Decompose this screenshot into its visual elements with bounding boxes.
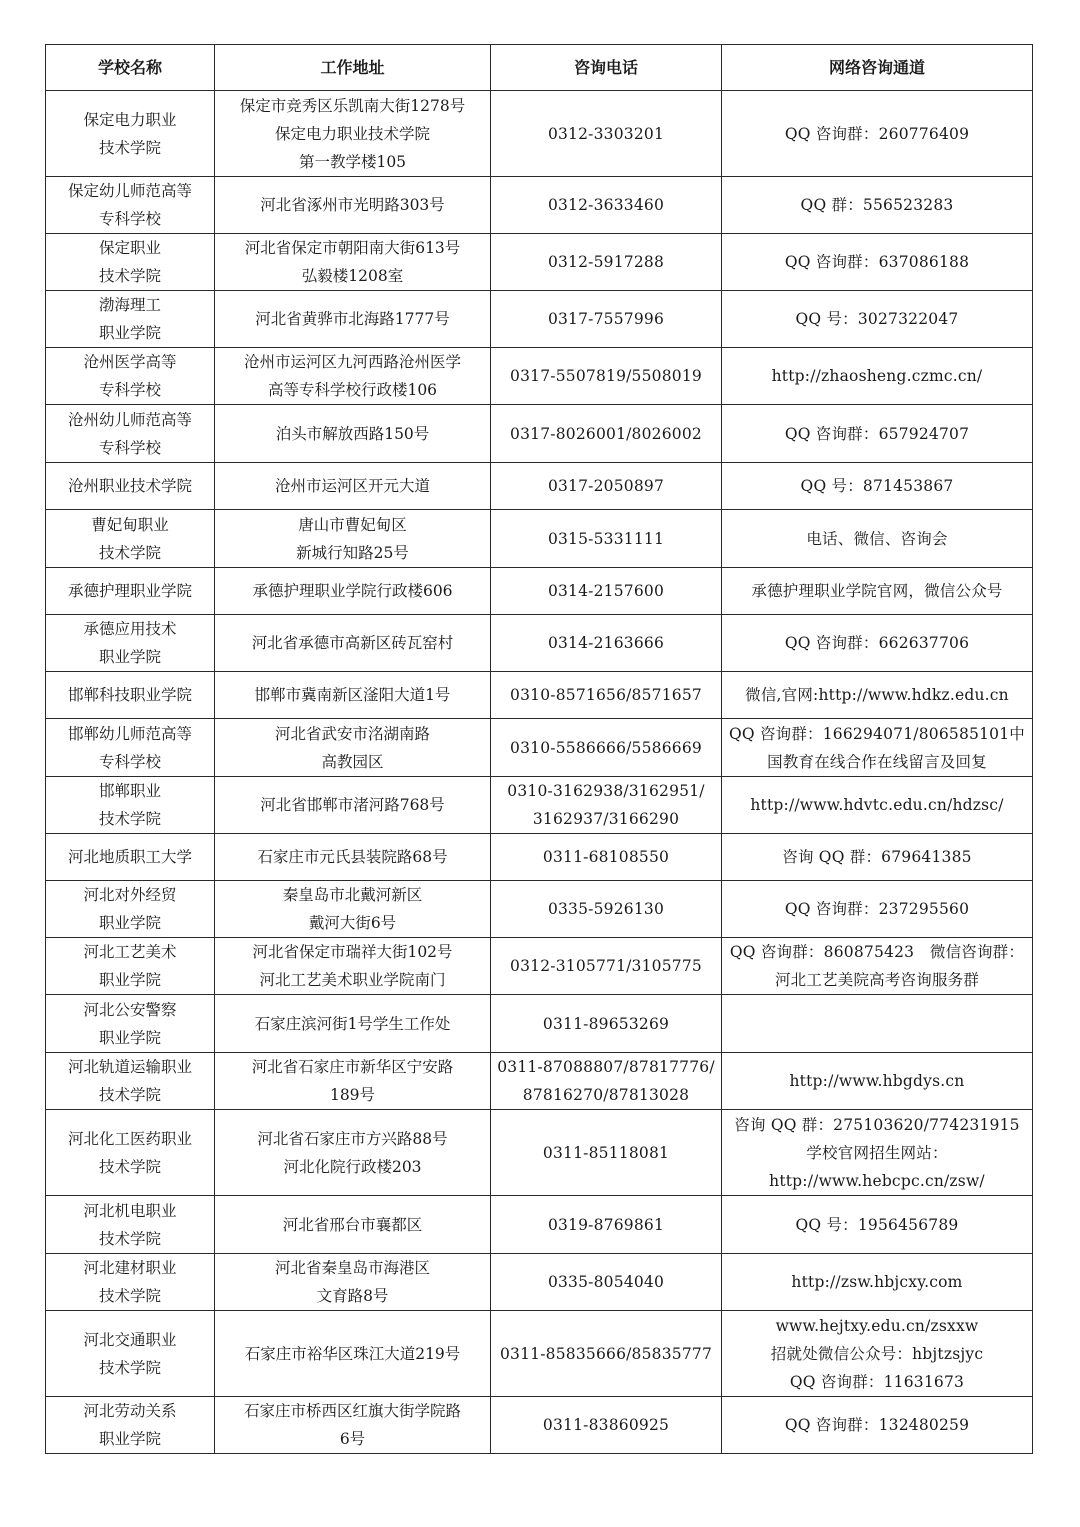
- cell-school-name: 保定幼儿师范高等 专科学校: [46, 177, 215, 234]
- cell-school-name: 河北对外经贸 职业学院: [46, 881, 215, 938]
- cell-address: 石家庄市桥西区红旗大街学院路 6号: [215, 1397, 491, 1454]
- cell-phone: 0311-89653269: [491, 995, 722, 1053]
- cell-phone: 0311-85118081: [491, 1110, 722, 1196]
- table-row: [46, 1254, 1033, 1311]
- cell-school-name: 河北工艺美术 职业学院: [46, 938, 215, 995]
- table-row: [46, 1110, 1033, 1196]
- header-work-address: 工作地址: [215, 45, 491, 91]
- cell-school-name: 河北劳动关系 职业学院: [46, 1397, 215, 1454]
- cell-address: 河北省秦皇岛市海港区 文育路8号: [215, 1254, 491, 1311]
- table-row: [46, 91, 1033, 177]
- cell-school-name: 河北化工医药职业 技术学院: [46, 1110, 215, 1196]
- cell-online-channel: QQ 号：3027322047: [722, 291, 1033, 348]
- table-row: [46, 1311, 1033, 1397]
- cell-address: 河北省邯郸市渚河路768号: [215, 777, 491, 834]
- table-row: [46, 995, 1033, 1053]
- table-row: [46, 834, 1033, 881]
- cell-online-channel: QQ 咨询群：237295560: [722, 881, 1033, 938]
- cell-phone: 0317-7557996: [491, 291, 722, 348]
- cell-address: 河北省石家庄市方兴路88号 河北化院行政楼203: [215, 1110, 491, 1196]
- cell-online-channel: QQ 号：1956456789: [722, 1196, 1033, 1254]
- cell-online-channel: QQ 群：556523283: [722, 177, 1033, 234]
- cell-address: 石家庄滨河街1号学生工作处: [215, 995, 491, 1053]
- cell-phone: 0310-3162938/3162951/ 3162937/3166290: [491, 777, 722, 834]
- table-row: [46, 348, 1033, 405]
- document-page: [45, 44, 1033, 1454]
- cell-phone: 0312-5917288: [491, 234, 722, 291]
- cell-school-name: 河北建材职业 技术学院: [46, 1254, 215, 1311]
- cell-online-channel: 微信,官网:http://www.hdkz.edu.cn: [722, 672, 1033, 719]
- table-row: [46, 177, 1033, 234]
- cell-address: 河北省涿州市光明路303号: [215, 177, 491, 234]
- cell-address: 唐山市曹妃甸区 新城行知路25号: [215, 510, 491, 568]
- cell-phone: 0335-5926130: [491, 881, 722, 938]
- cell-online-channel: [722, 995, 1033, 1053]
- cell-online-channel: QQ 咨询群：637086188: [722, 234, 1033, 291]
- table-row: [46, 777, 1033, 834]
- cell-online-channel: QQ 咨询群：860875423 微信咨询群： 河北工艺美院高考咨询服务群: [722, 938, 1033, 995]
- cell-phone: 0311-85835666/85835777: [491, 1311, 722, 1397]
- cell-online-channel: QQ 咨询群：657924707: [722, 405, 1033, 463]
- cell-address: 石家庄市元氏县装院路68号: [215, 834, 491, 881]
- cell-address: 沧州市运河区开元大道: [215, 463, 491, 510]
- header-school-name: 学校名称: [46, 45, 215, 91]
- school-contact-table: [45, 44, 1033, 1454]
- cell-address: 泊头市解放西路150号: [215, 405, 491, 463]
- cell-school-name: 河北公安警察 职业学院: [46, 995, 215, 1053]
- cell-school-name: 河北机电职业 技术学院: [46, 1196, 215, 1254]
- cell-phone: 0311-87088807/87817776/ 87816270/87813028: [491, 1053, 722, 1110]
- table-row: [46, 881, 1033, 938]
- cell-phone: 0315-5331111: [491, 510, 722, 568]
- cell-school-name: 河北轨道运输职业 技术学院: [46, 1053, 215, 1110]
- cell-school-name: 邯郸职业 技术学院: [46, 777, 215, 834]
- table-header-row: [46, 45, 1033, 91]
- cell-address: 河北省保定市朝阳南大街613号 弘毅楼1208室: [215, 234, 491, 291]
- table-row: [46, 463, 1033, 510]
- table-row: [46, 1397, 1033, 1454]
- table-row: [46, 1053, 1033, 1110]
- cell-online-channel: QQ 咨询群：260776409: [722, 91, 1033, 177]
- cell-phone: 0314-2163666: [491, 615, 722, 672]
- cell-address: 河北省石家庄市新华区宁安路 189号: [215, 1053, 491, 1110]
- cell-address: 邯郸市冀南新区滏阳大道1号: [215, 672, 491, 719]
- table-row: [46, 291, 1033, 348]
- cell-school-name: 保定电力职业 技术学院: [46, 91, 215, 177]
- cell-online-channel: QQ 咨询群：166294071/806585101中 国教育在线合作在线留言及回复: [722, 719, 1033, 777]
- cell-online-channel: http://zhaosheng.czmc.cn/: [722, 348, 1033, 405]
- cell-school-name: 沧州医学高等 专科学校: [46, 348, 215, 405]
- cell-address: 秦皇岛市北戴河新区 戴河大街6号: [215, 881, 491, 938]
- cell-phone: 0312-3303201: [491, 91, 722, 177]
- cell-phone: 0311-68108550: [491, 834, 722, 881]
- cell-address: 河北省黄骅市北海路1777号: [215, 291, 491, 348]
- cell-school-name: 沧州职业技术学院: [46, 463, 215, 510]
- cell-school-name: 邯郸科技职业学院: [46, 672, 215, 719]
- cell-address: 河北省武安市洺湖南路 高教园区: [215, 719, 491, 777]
- cell-phone: 0317-2050897: [491, 463, 722, 510]
- cell-online-channel: 电话、微信、咨询会: [722, 510, 1033, 568]
- cell-address: 河北省保定市瑞祥大街102号 河北工艺美术职业学院南门: [215, 938, 491, 995]
- table-row: [46, 405, 1033, 463]
- cell-school-name: 承德护理职业学院: [46, 568, 215, 615]
- cell-school-name: 渤海理工 职业学院: [46, 291, 215, 348]
- cell-phone: 0311-83860925: [491, 1397, 722, 1454]
- cell-online-channel: 承德护理职业学院官网，微信公众号: [722, 568, 1033, 615]
- cell-school-name: 邯郸幼儿师范高等 专科学校: [46, 719, 215, 777]
- cell-school-name: 沧州幼儿师范高等 专科学校: [46, 405, 215, 463]
- table-row: [46, 234, 1033, 291]
- cell-phone: 0335-8054040: [491, 1254, 722, 1311]
- cell-phone: 0314-2157600: [491, 568, 722, 615]
- cell-online-channel: QQ 咨询群：132480259: [722, 1397, 1033, 1454]
- cell-school-name: 河北地质职工大学: [46, 834, 215, 881]
- table-row: [46, 615, 1033, 672]
- cell-phone: 0310-5586666/5586669: [491, 719, 722, 777]
- cell-phone: 0312-3633460: [491, 177, 722, 234]
- cell-address: 河北省承德市高新区砖瓦窑村: [215, 615, 491, 672]
- cell-phone: 0312-3105771/3105775: [491, 938, 722, 995]
- cell-address: 保定市竞秀区乐凯南大街1278号 保定电力职业技术学院 第一教学楼105: [215, 91, 491, 177]
- cell-online-channel: QQ 号：871453867: [722, 463, 1033, 510]
- cell-online-channel: http://zsw.hbjcxy.com: [722, 1254, 1033, 1311]
- header-consult-phone: 咨询电话: [491, 45, 722, 91]
- cell-online-channel: http://www.hdvtc.edu.cn/hdzsc/: [722, 777, 1033, 834]
- table-row: [46, 672, 1033, 719]
- header-online-channel: 网络咨询通道: [722, 45, 1033, 91]
- table-row: [46, 938, 1033, 995]
- cell-phone: 0319-8769861: [491, 1196, 722, 1254]
- cell-address: 承德护理职业学院行政楼606: [215, 568, 491, 615]
- cell-online-channel: http://www.hbgdys.cn: [722, 1053, 1033, 1110]
- cell-address: 石家庄市裕华区珠江大道219号: [215, 1311, 491, 1397]
- cell-school-name: 保定职业 技术学院: [46, 234, 215, 291]
- cell-online-channel: 咨询 QQ 群：275103620/774231915 学校官网招生网站： http://www.hebcpc.cn/zsw/: [722, 1110, 1033, 1196]
- table-row: [46, 568, 1033, 615]
- table-row: [46, 510, 1033, 568]
- cell-online-channel: www.hejtxy.edu.cn/zsxxw 招就处微信公众号：hbjtzsjyc QQ 咨询群：11631673: [722, 1311, 1033, 1397]
- cell-school-name: 承德应用技术 职业学院: [46, 615, 215, 672]
- cell-online-channel: 咨询 QQ 群：679641385: [722, 834, 1033, 881]
- cell-school-name: 河北交通职业 技术学院: [46, 1311, 215, 1397]
- cell-phone: 0317-5507819/5508019: [491, 348, 722, 405]
- cell-phone: 0310-8571656/8571657: [491, 672, 722, 719]
- table-body: [46, 91, 1033, 1454]
- table-row: [46, 1196, 1033, 1254]
- table-row: [46, 719, 1033, 777]
- cell-phone: 0317-8026001/8026002: [491, 405, 722, 463]
- cell-address: 河北省邢台市襄都区: [215, 1196, 491, 1254]
- cell-online-channel: QQ 咨询群：662637706: [722, 615, 1033, 672]
- cell-school-name: 曹妃甸职业 技术学院: [46, 510, 215, 568]
- cell-address: 沧州市运河区九河西路沧州医学 高等专科学校行政楼106: [215, 348, 491, 405]
